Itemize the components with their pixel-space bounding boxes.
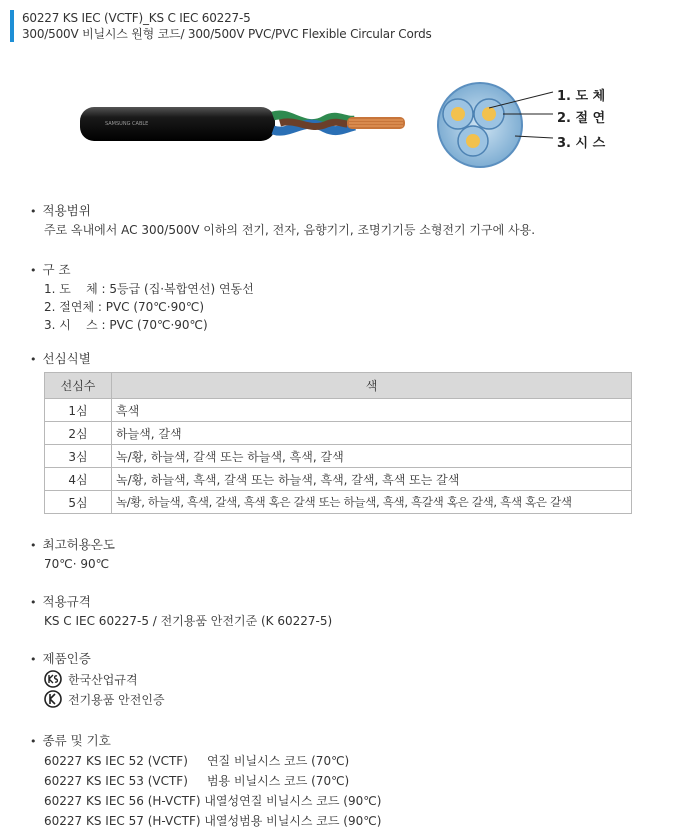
structure-item: 3. 시 스 : PVC (70℃·90℃) (44, 318, 208, 332)
certification-label: 전기용품 안전인증 (68, 692, 165, 707)
core-id-title: • 선심식별 (30, 350, 91, 369)
page-header (10, 10, 432, 42)
cell-color: 녹/황, 하늘색, 흑색, 갈색 또는 하늘색, 흑색, 갈색, 흑색 또는 갈색 (112, 468, 632, 491)
max-temp-title: • 최고허용온도 (30, 536, 115, 555)
table-row (45, 468, 632, 491)
cable-figure (75, 80, 635, 170)
structure-title: • 구 조 (30, 261, 254, 280)
cable-print: SAMSUNG CABLE (105, 121, 149, 127)
types-section (30, 732, 381, 831)
table-row (45, 491, 632, 514)
scope-title: • 적용범위 (30, 202, 535, 221)
max-temp-section (30, 536, 115, 573)
cell-color: 녹/황, 하늘색, 흑색, 갈색, 흑색 혹은 갈색 또는 하늘색, 흑색, 흑갈색 혹은 갈색, 흑색 혹은 갈색 (112, 491, 632, 514)
kc-mark-icon (44, 690, 62, 708)
certification-label: 한국산업규격 (68, 672, 138, 687)
structure-section (30, 261, 254, 334)
legend-insulation: 2. 절 연 (557, 111, 606, 126)
max-temp-text: 70℃· 90℃ (44, 557, 110, 571)
cell-cores: 3심 (45, 445, 112, 468)
cell-cores: 4심 (45, 468, 112, 491)
structure-item: 1. 도 체 : 5등급 (집·복합연선) 연동선 (44, 282, 254, 296)
types-item: 60227 KS IEC 53 (VCTF) 범용 비닐시스 코드 (70℃) (44, 774, 350, 788)
scope-section (30, 202, 535, 239)
certification-item (30, 689, 165, 709)
standard-title: • 적용규격 (30, 593, 332, 612)
certification-section (30, 650, 165, 709)
certification-title: • 제품인증 (30, 650, 165, 669)
header-subtitle: 300/500V 비닐시스 원형 코드/ 300/500V PVC/PVC Flexible Circular Cords (22, 27, 432, 41)
column-header-cores: 선심수 (45, 373, 112, 399)
cell-cores: 1심 (45, 399, 112, 422)
table-row (45, 445, 632, 468)
cell-color: 녹/황, 하늘색, 갈색 또는 하늘색, 흑색, 갈색 (112, 445, 632, 468)
legend-sheath: 3. 시 스 (557, 136, 606, 151)
cell-cores: 5심 (45, 491, 112, 514)
core-color-table (44, 372, 632, 514)
table-row (45, 399, 632, 422)
table-header-row (45, 373, 632, 399)
legend-conductor: 1. 도 체 (557, 89, 606, 104)
types-item: 60227 KS IEC 56 (H-VCTF) 내열성연질 비닐시스 코드 (90℃) (44, 794, 382, 808)
core-id-section (30, 350, 91, 369)
types-item: 60227 KS IEC 52 (VCTF) 연질 비닐시스 코드 (70℃) (44, 754, 350, 768)
ks-mark-icon (44, 670, 62, 688)
header-title: 60227 KS IEC (VCTF)_KS C IEC 60227-5 (22, 11, 251, 25)
types-item: 60227 KS IEC 57 (H-VCTF) 내열성범용 비닐시스 코드 (90℃) (44, 814, 382, 828)
standard-text: KS C IEC 60227-5 / 전기용품 안전기준 (K 60227-5) (44, 614, 333, 628)
cable-illustration (75, 80, 635, 170)
standard-section (30, 593, 332, 630)
cell-color: 하늘색, 갈색 (112, 422, 632, 445)
cell-cores: 2심 (45, 422, 112, 445)
types-title: • 종류 및 기호 (30, 732, 381, 751)
table-row (45, 422, 632, 445)
scope-text: 주로 옥내에서 AC 300/500V 이하의 전기, 전자, 음향기기, 조명기기등 소형전기 기구에 사용. (44, 223, 536, 237)
certification-item (30, 669, 165, 689)
structure-item: 2. 절연체 : PVC (70℃·90℃) (44, 300, 205, 314)
cell-color: 흑색 (112, 399, 632, 422)
column-header-color: 색 (112, 373, 632, 399)
